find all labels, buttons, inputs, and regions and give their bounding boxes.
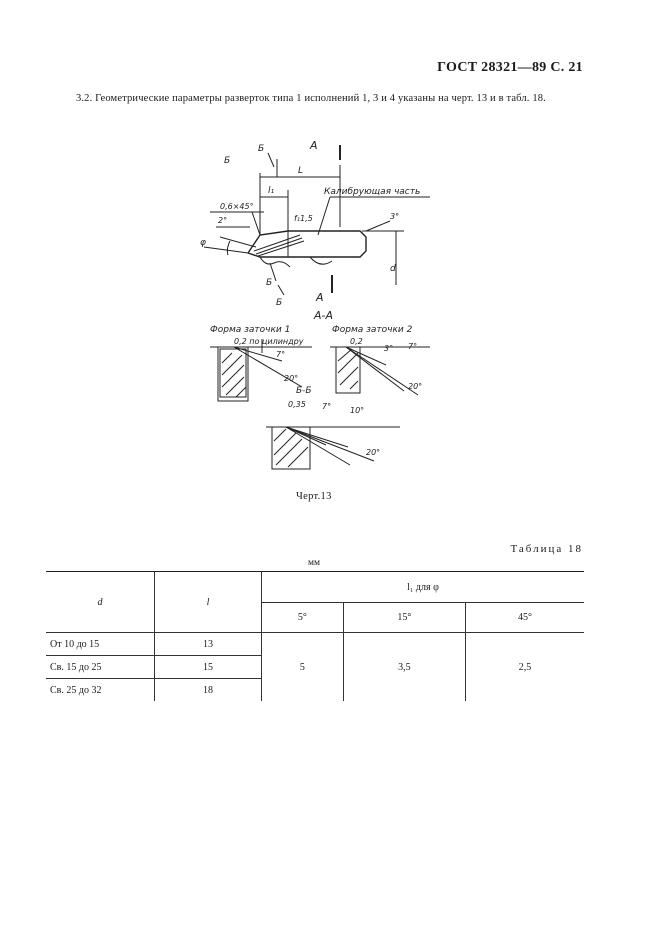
label-f1-angle7: 7° <box>276 350 286 359</box>
cell-l: 18 <box>155 679 262 702</box>
table-row <box>46 633 584 656</box>
header-d: d <box>46 572 155 633</box>
label-form1: Форма заточки 1 <box>210 325 291 335</box>
table-header-row <box>46 572 584 603</box>
label-f1-dim: 0,2 по цилиндру <box>234 337 304 346</box>
label-chamfer: 0,6×45° <box>220 202 254 211</box>
label-bb-angle10: 10° <box>350 406 365 415</box>
page-header: ГОСТ 28321—89 С. 21 <box>437 60 583 75</box>
label-form2: Форма заточки 2 <box>332 325 413 335</box>
data-table <box>46 571 584 701</box>
label-f1-angle20: 20° <box>284 374 299 383</box>
table-units: мм <box>308 558 321 568</box>
label-f2-angle7: 7° <box>408 342 418 351</box>
header-phi-45: 45° <box>466 603 584 633</box>
label-phi: φ <box>200 238 206 248</box>
label-a-top: А <box>310 139 318 152</box>
cell-d: От 10 до 15 <box>46 633 155 656</box>
label-b-top: Б <box>258 144 265 154</box>
label-b-bottom2: Б <box>276 298 283 308</box>
cell-d: Св. 25 до 32 <box>46 679 155 702</box>
label-bb-angle20: 20° <box>366 448 381 457</box>
label-f15: f₁1,5 <box>294 214 313 223</box>
cell-l1-15: 3,5 <box>343 633 465 702</box>
label-L: L <box>298 166 304 176</box>
label-bb-angle7: 7° <box>322 402 332 411</box>
label-l1: l₁ <box>268 186 275 196</box>
label-section-aa: А-А <box>314 309 334 322</box>
cell-l: 15 <box>155 656 262 679</box>
label-f2-angle20: 20° <box>408 382 423 391</box>
cell-d: Св. 15 до 25 <box>46 656 155 679</box>
label-a-bottom: А <box>316 291 324 304</box>
cell-l: 13 <box>155 633 262 656</box>
label-d: d <box>390 264 396 274</box>
header-phi-15: 15° <box>343 603 465 633</box>
table-label: Таблица 18 <box>510 543 583 555</box>
intro-paragraph: 3.2. Геометрические параметры разверток типа 1 исполнений 1, 3 и 4 указаны на черт. 13 и в табл. 18. <box>76 93 546 104</box>
figure-caption: Черт.13 <box>296 491 332 502</box>
header-phi-5: 5° <box>262 603 344 633</box>
header-l1-group: l₁ для φ <box>262 572 585 603</box>
technical-drawing <box>190 135 430 475</box>
header-l: l <box>155 572 262 633</box>
label-b-bottom: Б <box>266 278 273 288</box>
label-f2-dim: 0,2 <box>350 337 363 346</box>
label-bb-dim: 0,35 <box>288 400 306 409</box>
label-angle-2: 2° <box>218 216 228 225</box>
label-f2-angle3: 3° <box>384 344 394 353</box>
cell-l1-5: 5 <box>262 633 344 702</box>
label-b-top-left: Б <box>224 156 231 166</box>
label-calib: Калибрующая часть <box>324 187 421 197</box>
label-section-bb: Б-Б <box>296 386 312 396</box>
label-angle-3: 3° <box>390 212 400 221</box>
cell-l1-45: 2,5 <box>466 633 584 702</box>
